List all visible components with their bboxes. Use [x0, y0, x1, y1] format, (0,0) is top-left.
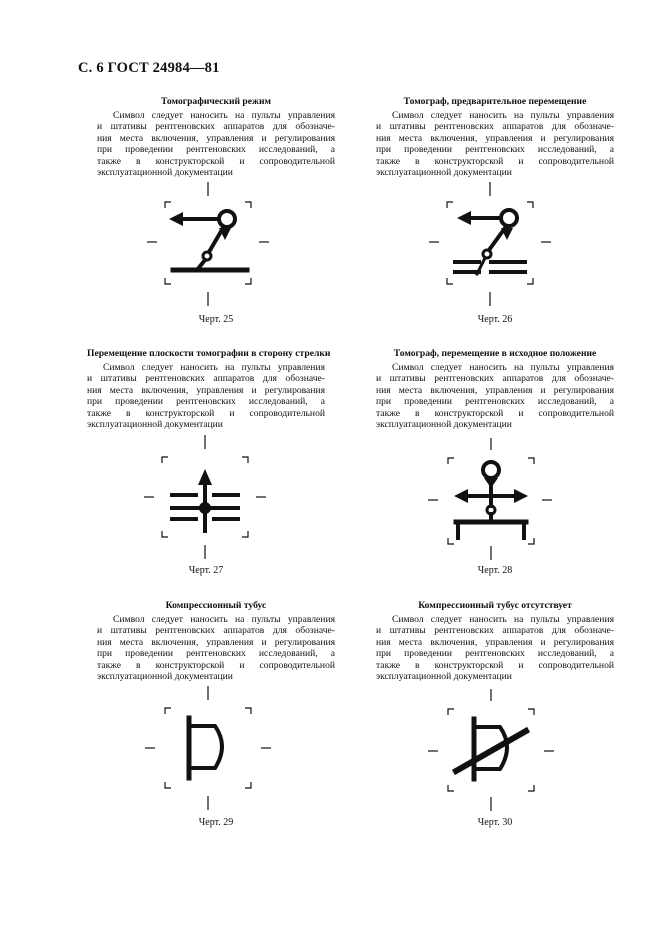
- body-line: при проведении рентгеновских исследований, а: [97, 144, 335, 156]
- body-line: и штативы рентгеновских аппаратов для обозначе-: [87, 373, 325, 385]
- section-27: [87, 348, 331, 431]
- page-header: С. 6 ГОСТ 24984—81: [78, 60, 220, 76]
- body-line: при проведении рентгеновских исследований, а: [87, 396, 325, 408]
- body-line: ния места включения, управления и регулирования: [87, 384, 325, 396]
- body-line: эксплуатационной документации: [376, 671, 512, 683]
- section-body: [376, 110, 614, 178]
- body-line: ния места включения, управления и регулирования: [376, 132, 614, 144]
- tomography-plane-movement-icon: [140, 431, 270, 561]
- body-line: ния места включения, управления и регулирования: [376, 384, 614, 396]
- body-line: Символ следует наносить на пульты управления: [392, 362, 614, 373]
- body-line: Символ следует наносить на пульты управления: [103, 362, 325, 373]
- body-line: также в конструкторской и сопроводительной: [376, 659, 614, 671]
- figure-caption: Черт. 25: [198, 314, 234, 325]
- body-line: при проведении рентгеновских исследований, а: [376, 396, 614, 408]
- section-title: Томограф, перемещение в исходное положение: [393, 348, 597, 359]
- figure-caption: Черт. 30: [477, 817, 513, 828]
- section-title: Компрессионный тубус отсутствует: [418, 600, 572, 611]
- body-line: при проведении рентгеновских исследований, а: [97, 648, 335, 660]
- tomography-mode-icon: [143, 178, 273, 308]
- compression-tube-icon: [143, 682, 273, 812]
- body-line: при проведении рентгеновских исследований, а: [376, 144, 614, 156]
- section-body: [376, 614, 614, 682]
- figure-caption: Черт. 27: [188, 565, 224, 576]
- body-line: Символ следует наносить на пульты управления: [392, 614, 614, 625]
- body-line: эксплуатационной документации: [97, 671, 233, 683]
- body-line: и штативы рентгеновских аппаратов для обозначе-: [376, 121, 614, 133]
- body-line: Символ следует наносить на пульты управления: [113, 614, 335, 625]
- body-line: также в конструкторской и сопроводительной: [376, 155, 614, 167]
- section-title: Перемещение плоскости томографии в сторону стрелки: [87, 348, 331, 359]
- body-line: Символ следует наносить на пульты управления: [113, 110, 335, 121]
- body-line: и штативы рентгеновских аппаратов для обозначе-: [97, 121, 335, 133]
- body-line: также в конструкторской и сопроводительной: [97, 659, 335, 671]
- section-body: [97, 110, 335, 178]
- body-line: эксплуатационной документации: [97, 167, 233, 179]
- tomograph-return-home-icon: [426, 434, 556, 564]
- figure-caption: Черт. 26: [477, 314, 513, 325]
- body-line: и штативы рентгеновских аппаратов для обозначе-: [376, 625, 614, 637]
- tomograph-preliminary-movement-icon: [425, 178, 555, 308]
- body-line: ния места включения, управления и регулирования: [97, 636, 335, 648]
- section-29: [97, 600, 335, 682]
- body-line: эксплуатационной документации: [87, 419, 223, 431]
- section-30: [376, 600, 614, 682]
- section-title: Томограф, предварительное перемещение: [403, 96, 587, 107]
- body-line: при проведении рентгеновских исследований, а: [376, 648, 614, 660]
- body-line: ния места включения, управления и регулирования: [97, 132, 335, 144]
- body-line: эксплуатационной документации: [376, 419, 512, 431]
- body-line: также в конструкторской и сопроводительной: [376, 407, 614, 419]
- body-line: также в конструкторской и сопроводительной: [97, 155, 335, 167]
- body-line: Символ следует наносить на пульты управления: [392, 110, 614, 121]
- section-body: [97, 614, 335, 682]
- body-line: также в конструкторской и сопроводительной: [87, 407, 325, 419]
- section-body: [87, 362, 325, 430]
- section-28: [376, 348, 614, 430]
- figure-caption: Черт. 28: [477, 565, 513, 576]
- body-line: эксплуатационной документации: [376, 167, 512, 179]
- section-title: Компрессионный тубус: [165, 600, 267, 611]
- section-title: Томографический режим: [160, 96, 272, 107]
- body-line: и штативы рентгеновских аппаратов для обозначе-: [97, 625, 335, 637]
- section-body: [376, 362, 614, 430]
- body-line: и штативы рентгеновских аппаратов для обозначе-: [376, 373, 614, 385]
- compression-tube-absent-icon: [426, 685, 556, 815]
- section-26: [376, 96, 614, 178]
- body-line: ния места включения, управления и регулирования: [376, 636, 614, 648]
- figure-caption: Черт. 29: [198, 817, 234, 828]
- section-25: [97, 96, 335, 178]
